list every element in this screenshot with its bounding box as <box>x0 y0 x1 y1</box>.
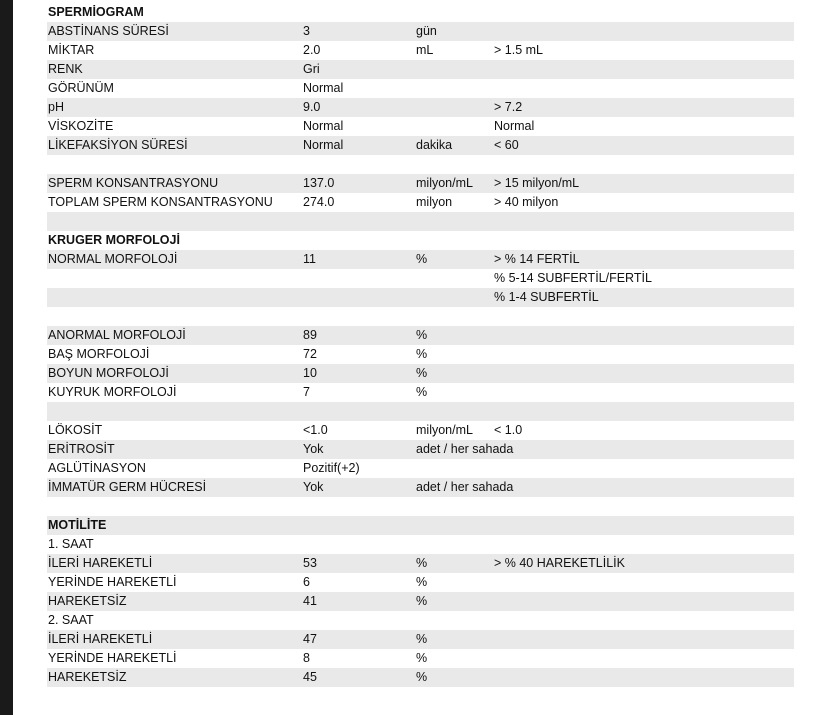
test-name-cell: pH <box>48 100 64 114</box>
result-value-cell: Normal <box>303 138 344 152</box>
reference-range-cell: > 15 milyon/mL <box>494 176 580 190</box>
test-name-cell: YERİNDE HAREKETLİ <box>48 651 177 665</box>
result-row <box>47 573 794 592</box>
result-row <box>47 174 794 193</box>
unit-cell: gün <box>416 24 437 38</box>
unit-cell: % <box>416 556 428 570</box>
result-row <box>47 98 794 117</box>
test-name-cell: VİSKOZİTE <box>48 119 114 133</box>
spacer-row <box>47 212 794 231</box>
result-row <box>47 440 794 459</box>
unit-cell: milyon <box>416 195 453 209</box>
result-row <box>47 60 794 79</box>
test-name-cell: 1. SAAT <box>48 537 94 551</box>
result-value-cell: 72 <box>303 347 317 361</box>
result-value-cell: 89 <box>303 328 317 342</box>
unit-cell: milyon/mL <box>416 423 473 437</box>
unit-cell: % <box>416 252 428 266</box>
result-row <box>47 117 794 136</box>
spacer-row <box>47 497 794 516</box>
result-value-cell: 274.0 <box>303 195 335 209</box>
result-value-cell: 47 <box>303 632 317 646</box>
reference-range-cell: > 1.5 mL <box>494 43 543 57</box>
unit-cell: % <box>416 328 428 342</box>
spacer-row <box>47 402 794 421</box>
result-row <box>47 478 794 497</box>
test-name-cell: KRUGER MORFOLOJİ <box>48 233 180 247</box>
test-name-cell: İLERİ HAREKETLİ <box>48 632 153 646</box>
result-row <box>47 193 794 212</box>
test-name-cell: TOPLAM SPERM KONSANTRASYONU <box>48 195 273 209</box>
test-name-cell: ERİTROSİT <box>48 442 115 456</box>
result-value-cell: 8 <box>303 651 310 665</box>
result-row <box>47 592 794 611</box>
unit-cell: % <box>416 651 428 665</box>
reference-range-cell: % 5-14 SUBFERTİL/FERTİL <box>494 271 652 285</box>
test-name-cell: NORMAL MORFOLOJİ <box>48 252 178 266</box>
unit-cell: % <box>416 385 428 399</box>
result-value-cell: 7 <box>303 385 310 399</box>
reference-range-cell: > 40 milyon <box>494 195 559 209</box>
result-row <box>47 79 794 98</box>
semen-analysis-report <box>47 3 794 687</box>
unit-cell: adet / her sahada <box>416 480 514 494</box>
unit-cell: % <box>416 594 428 608</box>
result-value-cell: Gri <box>303 62 320 76</box>
test-name-cell: LİKEFAKSİYON SÜRESİ <box>48 138 188 152</box>
test-name-cell: HAREKETSİZ <box>48 594 127 608</box>
test-name-cell: AGLÜTİNASYON <box>48 461 146 475</box>
unit-cell: % <box>416 670 428 684</box>
left-edge-shadow <box>0 0 13 715</box>
test-name-cell: ANORMAL MORFOLOJİ <box>48 328 186 342</box>
section-heading <box>47 231 794 250</box>
result-row <box>47 554 794 573</box>
unit-cell: % <box>416 347 428 361</box>
result-value-cell: 10 <box>303 366 317 380</box>
result-value-cell: 137.0 <box>303 176 335 190</box>
unit-cell: adet / her sahada <box>416 442 514 456</box>
result-row <box>47 383 794 402</box>
test-name-cell: RENK <box>48 62 83 76</box>
result-row <box>47 364 794 383</box>
unit-cell: % <box>416 366 428 380</box>
result-row <box>47 136 794 155</box>
result-row <box>47 611 794 630</box>
test-name-cell: MOTİLİTE <box>48 518 107 532</box>
test-name-cell: İLERİ HAREKETLİ <box>48 556 153 570</box>
result-value-cell: Pozitif(+2) <box>303 461 360 475</box>
test-name-cell: SPERMİOGRAM <box>48 5 144 19</box>
result-row <box>47 269 794 288</box>
result-row <box>47 459 794 478</box>
test-name-cell: HAREKETSİZ <box>48 670 127 684</box>
result-value-cell: 2.0 <box>303 43 321 57</box>
test-name-cell: BOYUN MORFOLOJİ <box>48 366 169 380</box>
result-value-cell: 53 <box>303 556 317 570</box>
result-row <box>47 345 794 364</box>
test-name-cell: YERİNDE HAREKETLİ <box>48 575 177 589</box>
result-value-cell: 3 <box>303 24 310 38</box>
reference-range-cell: Normal <box>494 119 535 133</box>
reference-range-cell: < 60 <box>494 138 519 152</box>
result-row <box>47 649 794 668</box>
test-name-cell: LÖKOSİT <box>48 423 103 437</box>
result-row <box>47 41 794 60</box>
spacer-row <box>47 307 794 326</box>
section-heading <box>47 3 794 22</box>
result-value-cell: Normal <box>303 119 344 133</box>
result-row <box>47 535 794 554</box>
test-name-cell: 2. SAAT <box>48 613 94 627</box>
result-row <box>47 668 794 687</box>
result-row <box>47 288 794 307</box>
result-value-cell: Normal <box>303 81 344 95</box>
test-name-cell: BAŞ MORFOLOJİ <box>48 347 150 361</box>
unit-cell: dakika <box>416 138 453 152</box>
test-name-cell: KUYRUK MORFOLOJİ <box>48 385 177 399</box>
unit-cell: milyon/mL <box>416 176 473 190</box>
result-value-cell: 9.0 <box>303 100 321 114</box>
result-value-cell: <1.0 <box>303 423 328 437</box>
section-heading <box>47 516 794 535</box>
result-row <box>47 326 794 345</box>
result-row <box>47 22 794 41</box>
unit-cell: mL <box>416 43 434 57</box>
test-name-cell: MİKTAR <box>48 43 95 57</box>
result-value-cell: 41 <box>303 594 317 608</box>
spacer-row <box>47 155 794 174</box>
result-value-cell: 6 <box>303 575 310 589</box>
reference-range-cell: % 1-4 SUBFERTİL <box>494 290 599 304</box>
result-row <box>47 250 794 269</box>
result-row <box>47 421 794 440</box>
test-name-cell: İMMATÜR GERM HÜCRESİ <box>48 480 207 494</box>
result-row <box>47 630 794 649</box>
result-value-cell: Yok <box>303 442 324 456</box>
test-name-cell: ABSTİNANS SÜRESİ <box>48 24 169 38</box>
unit-cell: % <box>416 575 428 589</box>
test-name-cell: GÖRÜNÜM <box>48 81 114 95</box>
test-name-cell: SPERM KONSANTRASYONU <box>48 176 219 190</box>
unit-cell: % <box>416 632 428 646</box>
reference-range-cell: > % 14 FERTİL <box>494 252 580 266</box>
result-value-cell: 11 <box>303 252 316 266</box>
reference-range-cell: > % 40 HAREKETLİLİK <box>494 556 625 570</box>
reference-range-cell: < 1.0 <box>494 423 523 437</box>
result-value-cell: 45 <box>303 670 317 684</box>
reference-range-cell: > 7.2 <box>494 100 523 114</box>
result-value-cell: Yok <box>303 480 324 494</box>
